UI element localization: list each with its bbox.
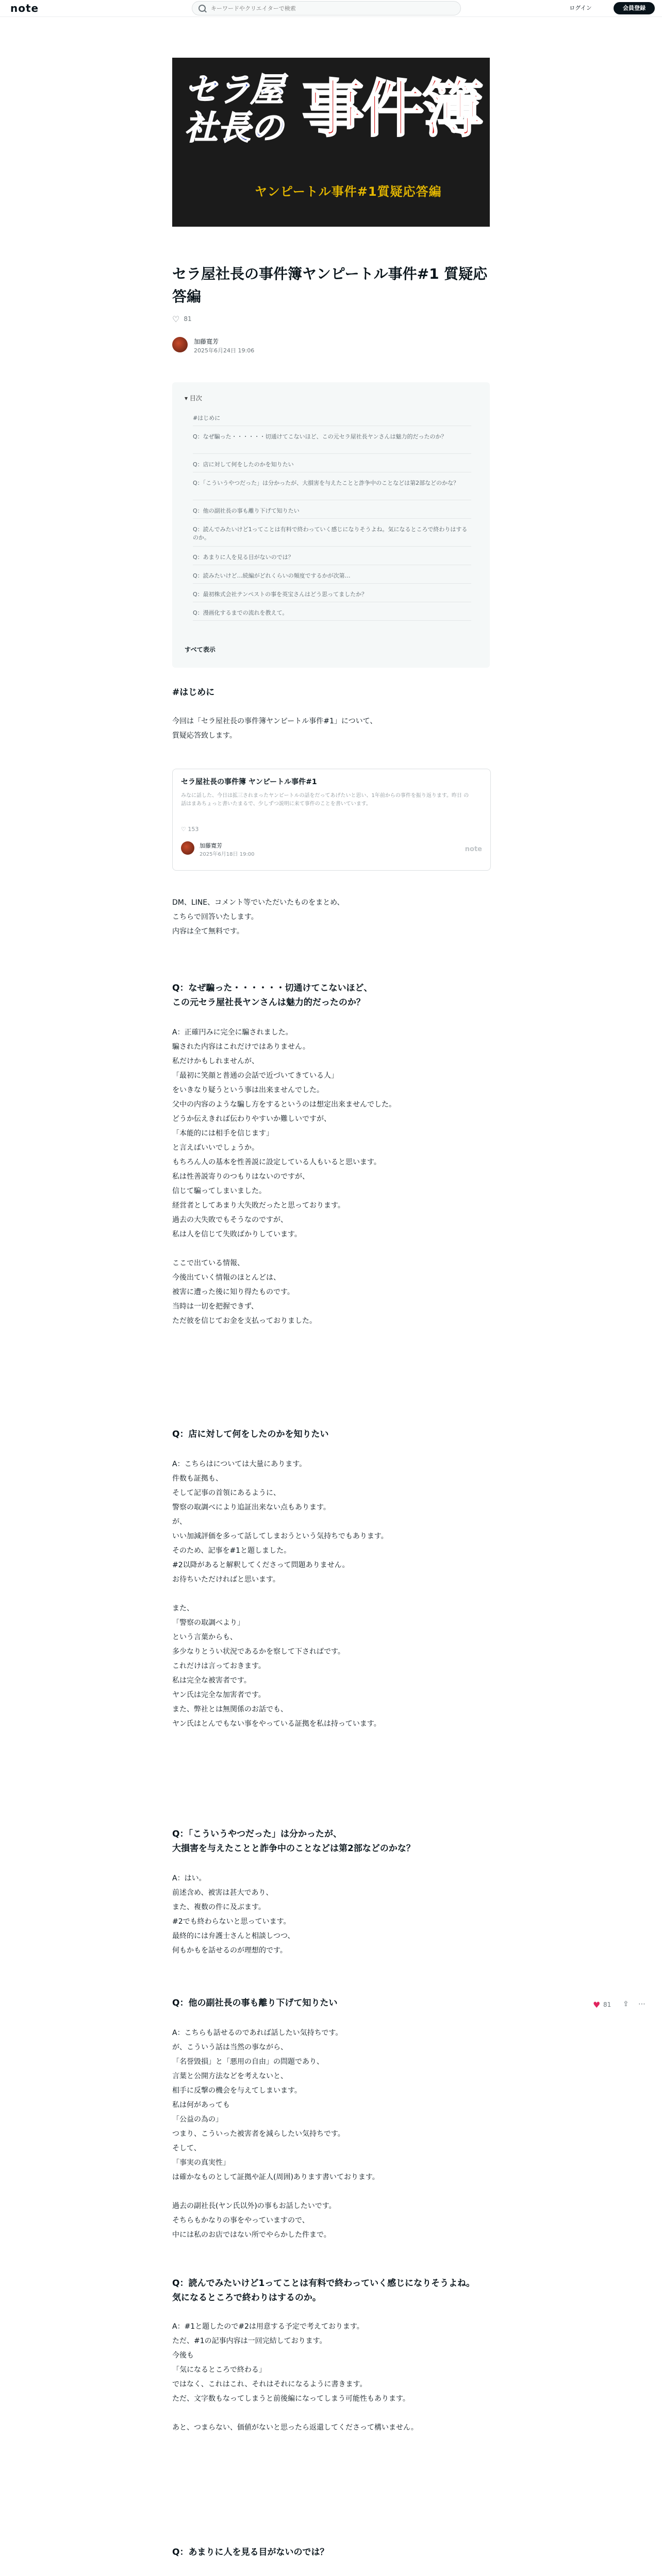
note-logo[interactable]: note: [10, 2, 39, 14]
question-heading: Q：あまりに人を見る目がないのでは？: [172, 2547, 329, 2557]
author-block[interactable]: [172, 335, 327, 355]
embed-author: 加藤寛芳: [200, 842, 222, 849]
question-heading: Q：なぜ騙った・・・・・・切通けてこないほど、 この元セラ屋社長ヤンさんは魅力的だったのか？: [172, 983, 373, 1008]
show-all-button[interactable]: すべて表示: [185, 646, 216, 653]
question-heading: Q：店に対して何をしたのかを知りたい: [172, 1429, 329, 1439]
table-of-contents: [172, 382, 490, 668]
answer-text: A：はい。 前述含め、被害は甚大であり、 また、複数の件に及ぶます。 #2でも終わらないと思っています。 最終的には弁護士さんと相談しつつ、 何もかもを話せるのが理想的です。: [172, 1874, 295, 1955]
signup-button[interactable]: 会員登録: [614, 2, 655, 14]
section-heading: #はじめに: [172, 687, 215, 698]
answer-text: A：#1と題したので#2は用意する予定で考えております。 ただ、#1の記事内容は一回完結しております。 今後も 「気になるところで終わる」 ではなく、これはこれ、それはそれになるように書きます。 ただ、文字数もなってしまうと前後編になってしまう可能性もあります。 あと、つまらない、価値がないと思ったら返還してくださって構いません。: [172, 2323, 418, 2432]
toc-item[interactable]: Q：「こういうやつだった」は分かったが、大損害を与えたことと詐争中のことなどは第2部などのかな？: [193, 480, 459, 486]
author-name[interactable]: 加藤寛芳: [194, 338, 219, 345]
toc-item[interactable]: Q：最初株式会社テンペストの事を英宝さんはどう思ってましたか？: [193, 591, 368, 598]
toc-item[interactable]: Q：あまりに人を見る目がないのでは？: [193, 554, 294, 561]
embed-card[interactable]: [172, 769, 491, 871]
toc-item[interactable]: Q：読んでみたいけど1ってことは有料で終わっていく感じになりそうよね。気になるところで終わりはするのか。: [193, 526, 468, 541]
share-icon[interactable]: ⇪: [623, 2000, 629, 2008]
search-icon: [198, 5, 206, 12]
toc-item[interactable]: Q：なぜ騙った・・・・・・切通けてこないほど、この元セラ屋社長ヤンさんは魅力的だったのか？: [193, 433, 447, 440]
embed-date: 2025年6月18日 19:00: [200, 852, 255, 857]
hero-image: [172, 58, 490, 227]
divider: [193, 518, 471, 519]
search-input[interactable]: [210, 3, 449, 13]
hero-line1: セラ屋: [185, 71, 284, 109]
toc-item[interactable]: Q：読みたいけど…続編がどれくらいの頻度でするかが次第…: [193, 572, 351, 579]
divider: [193, 453, 471, 454]
more-icon[interactable]: ⋯: [638, 2000, 646, 2008]
embed-description: みなに話した、今日は拡三されまったヤンピートルの話をだってあげたいと思い、1年前からの事件を振り返ります。昨日 の話はまあちょっと書いたまるで、少しずつ説明に来て事件のことを書いています。: [181, 793, 469, 807]
avatar[interactable]: [172, 337, 188, 352]
login-button[interactable]: ログイン: [569, 5, 592, 11]
answer-text: A：正確円みに完全に騙されました。 騙された内容はこれだけではありません。 私だけかもしれませんが、 「最初に笑顔と普通の会話で近づいてきている人」 をいきなり疑うという事は出来ませんでした。 父中の内容のような騙し方をするというのは想定出来ませんでした。 どうか伝えきれば伝わりやすいか難しいですが、 「本能的には相手を信じます」 と言えばいいでしょうか。 もちろん人の基本を性善説に設定している人もいると思います。 私は性善説寄りのつもりはないのですが、 信じて騙ってしまいました。 経営者としてあまり大失敗だったと思っております。 過去の大失敗でもそうなのですが、 私は人を信じて失敗ばかりしています。 ここで出ている情報、 今後出ていく情報のほとんどは、 被害に遭った後に知り得たものです。 当時は一切を把握できず、 ただ彼を信じてお金を支払っておりました。: [172, 1028, 396, 1325]
embed-note-logo: note: [465, 845, 482, 853]
paragraph: DM、LINE、コメント等でいただいたものをまとめ、 こちらで回答いたします。 内容は全て無料です。: [172, 899, 344, 936]
toc-item[interactable]: Q：店に対して何をしたのかを知りたい: [193, 461, 294, 468]
answer-text: A：こちらはについては大量にあります。 件数も証拠も、 そして記事の首領にあるように、 警察の取調べにより追証出来ない点もあります。 が、 いい加減評価を多って話してしまおうという気持ちでもあります。 そのため、記事を#1と題しました。 #2以降があると解釈してくださって問題ありません。 お待ちいただければと思います。 また、 「警察の取調べより」 という言葉からも、 多少なりとうい状況であるかを察して下さればです。 これだけは言っておきます。 私は完全な被害者です。 ヤン氏は完全な加害者です。 また、弊社とは無関係のお話でも、 ヤン氏はとんでもない事をやっている証拠を私は持っています。: [172, 1460, 388, 1728]
article-title: セラ屋社長の事件簿ヤンピートル事件#1 質疑応答編: [172, 265, 488, 305]
embed-title[interactable]: セラ屋社長の事件簿 ヤンピートル事件#1: [181, 778, 317, 786]
divider: [193, 583, 471, 584]
heart-icon[interactable]: ♥: [593, 2000, 601, 2010]
avatar: [181, 841, 194, 855]
floating-actions: [593, 1999, 655, 2011]
embed-likes: ♡ 153: [181, 826, 199, 833]
toc-item[interactable]: #はじめに: [193, 415, 221, 421]
toc-heading: ▾ 目次: [185, 395, 202, 402]
hero-big-text: 事件簿: [302, 73, 482, 145]
like-area[interactable]: [172, 314, 192, 324]
question-heading: Q：読んでみたいけど1ってことは有料で終わっていく感じになりそうよね。 気になるところで終わりはするのか。: [172, 2278, 475, 2303]
search-box[interactable]: [192, 1, 461, 15]
answer-text: A：こちらも話せるのであれば話したい気持ちです。 が、こういう話は当然の事ながら、 「名誉毀損」と「悪用の自由」の問題であり、 言葉と公開方法などを考えないと、 相手に反撃の機会を与えてしまいます。 私は何があっても 「公益の為の」 つまり、こういった被害者を減らしたい気持ちです。 そして、 「事実の真実性」 は確かなものとして証拠や証人(周囲)あります書いております。 過去の副社長(ヤン氏以外)の事もお話したいです。 そちらもかなりの事をやっていますので、 中には私のお店ではない所でやらかした件まで。: [172, 2029, 379, 2239]
publish-date: 2025年6月24日 19:06: [194, 347, 255, 354]
paragraph: 今回は「セラ屋社長の事件簿ヤンピートル事件#1」について、 質疑応答致します。: [172, 717, 377, 740]
question-heading: Q：他の副社長の事も離り下げて知りたい: [172, 1998, 338, 2008]
divider: [193, 546, 471, 547]
like-count: 81: [603, 2001, 611, 2008]
toc-item[interactable]: Q：漫画化するまでの流れを教えて。: [193, 609, 288, 616]
toc-item[interactable]: Q：他の副社長の事も離り下げて知りたい: [193, 507, 300, 514]
like-count: 81: [184, 315, 192, 323]
divider: [193, 620, 471, 621]
heart-icon[interactable]: ♡: [172, 314, 180, 324]
top-header: [0, 0, 662, 17]
hero-line2: 社長の: [185, 109, 284, 147]
hero-subtitle: ヤンピートル事件#1質疑応答編: [255, 184, 442, 199]
question-heading: Q：「こういうやつだった」は分かったが、 大損害を与えたことと詐争中のことなどは第2部などのかな？: [172, 1829, 415, 1854]
